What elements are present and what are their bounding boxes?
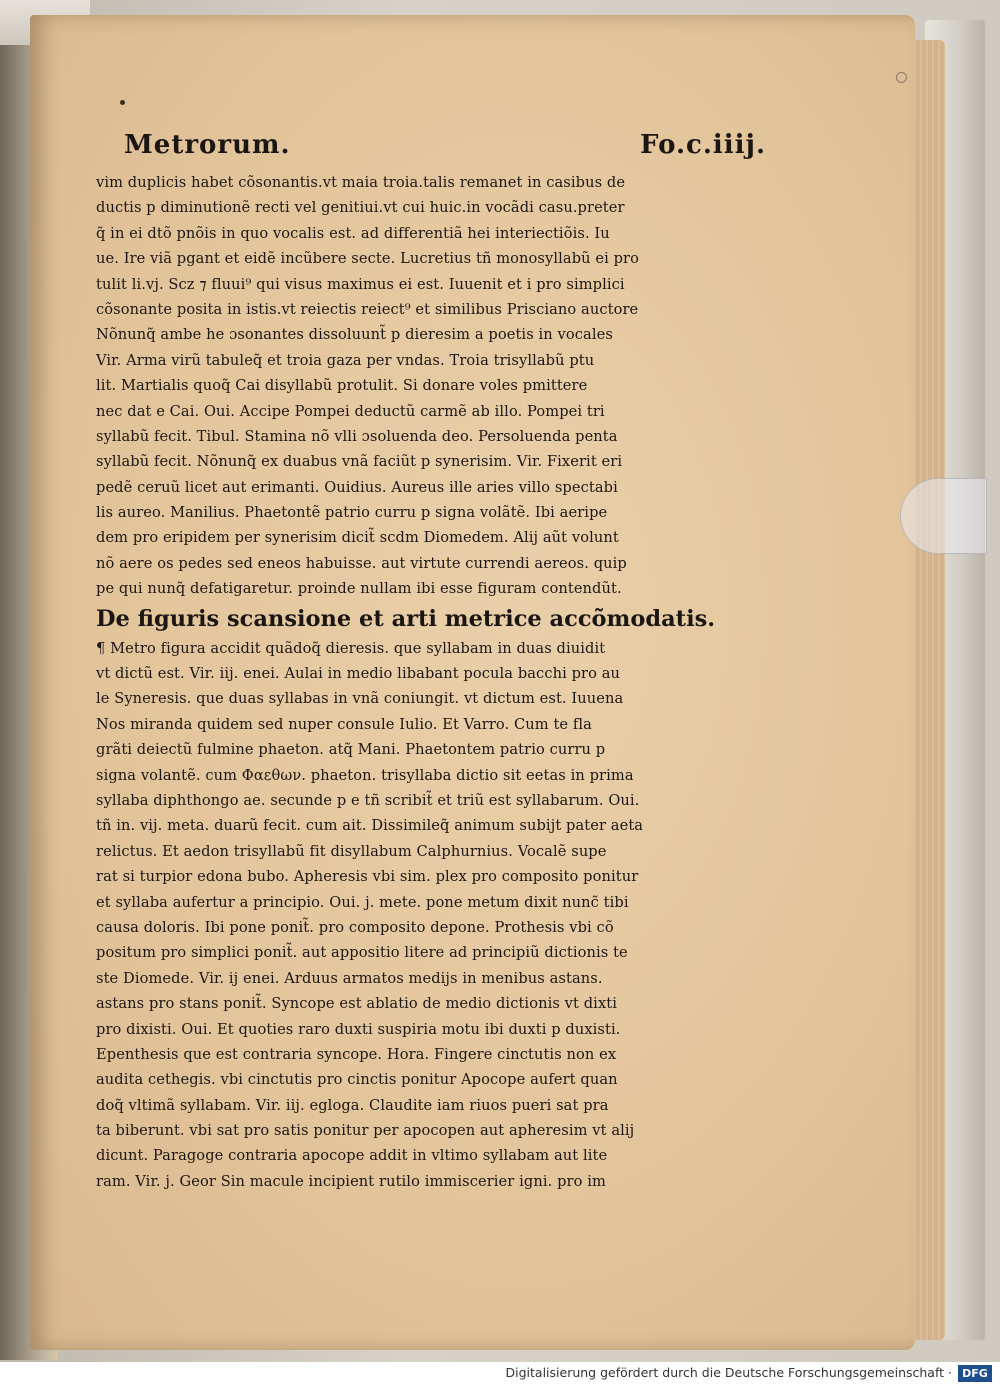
text-line: lis aureo. Manilius. Phaetontẽ patrio curru p signa volãtẽ. Ibi aeripe [96, 504, 608, 522]
folio-number: Fo.c.iiij. [640, 130, 766, 160]
text-line: signa volantẽ. cum Φαεθων. phaeton. trisyllaba dictio sit eetas in prima [96, 766, 634, 784]
text-line: vt dictũ est. Vir. iij. enei. Aulai in medio libabant pocula bacchi pro au [96, 665, 621, 683]
text-line: cõsonante posita in istis.vt reiectis reiect⁹ et similibus Prisciano auctore [96, 300, 639, 318]
text-line: relictus. Et aedon trisyllabũ fit disyllabum Calphurnius. Vocalẽ supe [96, 842, 607, 860]
text-line: Epenthesis que est contraria syncope. Hora. Fingere cinctutis non ex [96, 1045, 617, 1063]
text-line: ¶ Metro figura accidit quãdoq̃ dieresis. que syllabam in duas diuidit [96, 639, 606, 657]
footer-credit: Digitalisierung gefördert durch die Deutsche Forschungsgemeinschaft · [505, 1365, 952, 1380]
text-line: pedẽ ceruũ licet aut erimanti. Ouidius. Aureus ille aries villo spectabi [96, 478, 618, 496]
text-line: audita cethegis. vbi cinctutis pro cinctis ponitur Apocope aufert quan [96, 1071, 618, 1089]
text-line: ste Diomede. Vir. ij enei. Arduus armatos medijs in menibus astans. [96, 969, 603, 987]
ink-speck [120, 100, 125, 105]
text-line: lit. Martialis quoq̃ Cai disyllabũ protulit. Si donare voles pmittere [96, 377, 588, 395]
text-line: vim duplicis habet cõsonantis.vt maia troia.talis remanet in casibus de [96, 174, 626, 191]
text-line: le Syneresis. que duas syllabas in vnã coniungit. vt dictum est. Iuuena [96, 690, 624, 708]
text-line: nõ aere os pedes sed eneos habuisse. aut virtute currendi aereos. quip [96, 554, 627, 572]
body-paragraph [96, 170, 766, 602]
running-head-title: Metrorum. [124, 130, 291, 160]
section-heading: De figuris scansione et arti metrice accõmodatis. [96, 605, 716, 632]
text-line: ductis p diminutionẽ recti vel genitiui.vt cui huic.in vocãdi casu.preter [96, 199, 625, 217]
dfg-logo: DFG [958, 1365, 992, 1382]
text-line: q̃ in ei dtõ pnõis in quo vocalis est. ad differentiã hei interiectiõis. Iu [96, 224, 610, 242]
pencil-mark [896, 72, 907, 83]
text-line: Nõnunq̃ ambe he ɔsonantes dissoluunt̃ p dieresim a poetis in vocales [96, 326, 613, 344]
text-line: syllabũ fecit. Nõnunq̃ ex duabus vnã faciũt p synerisim. Vir. Fixerit eri [96, 453, 623, 471]
text-line: nec dat e Cai. Oui. Accipe Pompei deductũ carmẽ ab illo. Pompei tri [96, 402, 605, 420]
footer-bar [0, 1362, 1000, 1386]
text-line: Nos miranda quidem sed nuper consule Iulio. Et Varro. Cum te fla [96, 715, 592, 733]
text-line: et syllaba aufertur a principio. Oui. j. mete. pone metum dixit nunc̃ tibi [96, 893, 629, 911]
text-line: tulit li.vj. Scz ⁊ fluui⁹ qui visus maximus ei est. Iuuenit et i pro simplici [96, 275, 625, 293]
page-clip [900, 478, 987, 554]
text-line: ta biberunt. vbi sat pro satis ponitur per apocopen aut apheresim vt alij [96, 1122, 635, 1140]
text-line: Vir. Arma virũ tabuleq̃ et troia gaza per vndas. Troia trisyllabũ ptu [96, 351, 595, 369]
text-line: ue. Ire viã pgant et eidẽ incũbere secte. Lucretius tñ monosyllabũ ei pro [96, 250, 640, 268]
text-line: syllaba diphthongo ae. secunde p e tñ scribit̃ et triũ est syllabarum. Oui. [96, 791, 640, 809]
text-line: doq̃ vltimã syllabam. Vir. iij. egloga. Claudite iam riuos pueri sat pra [96, 1096, 609, 1114]
text-line: pro dixisti. Oui. Et quoties raro duxti suspiria motu ibi duxti p duxisti. [96, 1020, 621, 1038]
text-line: positum pro simplici ponit̃. aut appositio litere ad principiũ dictionis te [96, 944, 628, 962]
text-line: pe qui nunq̃ defatigaretur. proinde nullam ibi esse figuram contendũt. [96, 580, 622, 598]
running-head [96, 130, 766, 170]
text-line: rat si turpior edona bubo. Apheresis vbi sim. plex pro composito ponitur [96, 868, 639, 886]
text-line: ram. Vir. j. Geor Sin macule incipient rutilo immiscerier igni. pro im [96, 1172, 606, 1190]
text-line: grãti deiectũ fulmine phaeton. atq̃ Mani. Phaetontem patrio curru p [96, 741, 606, 759]
text-line: causa doloris. Ibi pone ponit̃. pro composito depone. Prothesis vbi cõ [96, 918, 614, 936]
text-line: tñ in. vij. meta. duarũ fecit. cum ait. Dissimileq̃ animum subijt pater aeta [96, 817, 644, 835]
text-line: syllabũ fecit. Tibul. Stamina nõ vlli ɔsoluenda deo. Persoluenda penta [96, 427, 618, 445]
text-line: dicunt. Paragoge contraria apocope addit in vltimo syllabam aut lite [96, 1147, 608, 1165]
printed-text-block [96, 130, 766, 1194]
text-line: astans pro stans ponit̃. Syncope est ablatio de medio dictionis vt dixti [96, 995, 618, 1013]
section-paragraph [96, 636, 766, 1195]
text-line: dem pro eripidem per synerisim dicit̃ scdm Diomedem. Alij aũt volunt [96, 529, 619, 547]
